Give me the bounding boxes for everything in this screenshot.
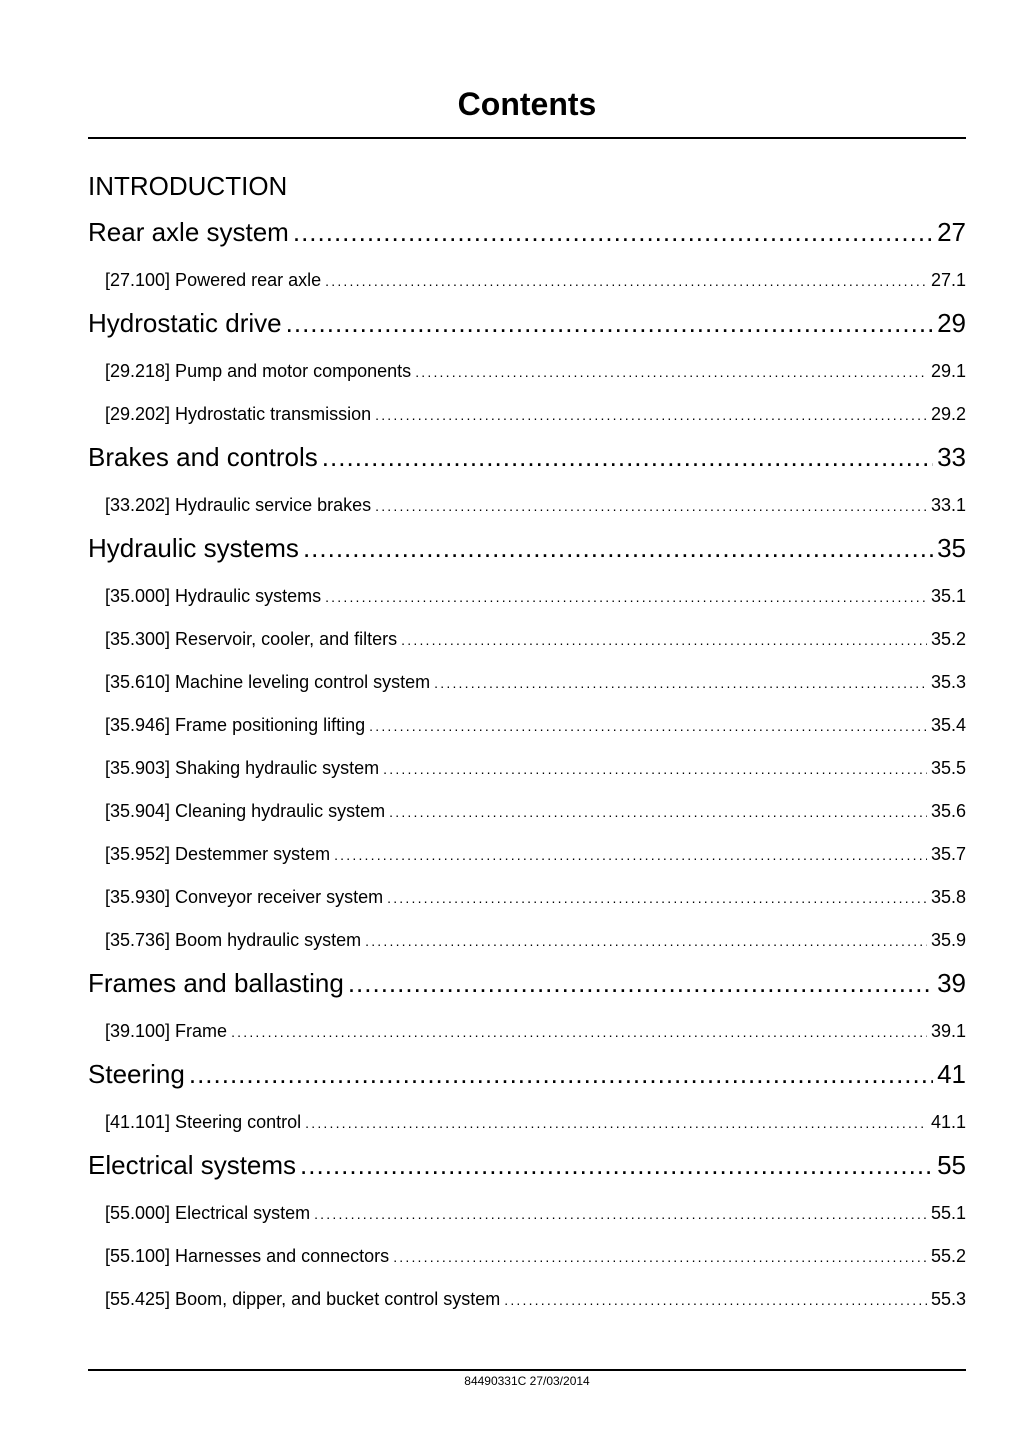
chapter-page-number: 33	[937, 442, 966, 472]
section-entry[interactable]	[88, 1014, 966, 1048]
dot-leader	[365, 924, 927, 957]
section-page-number: 35.6	[930, 801, 966, 821]
chapter-title: Brakes and controls	[88, 442, 318, 472]
section-page-number: 39.1	[930, 1021, 966, 1041]
section-entry[interactable]	[88, 1239, 966, 1273]
dot-leader	[305, 1106, 927, 1139]
dot-leader	[286, 301, 933, 345]
chapter-block	[88, 961, 966, 1048]
chapter-title: Hydrostatic drive	[88, 308, 282, 338]
dot-leader	[387, 881, 927, 914]
section-title: [35.000] Hydraulic systems	[105, 586, 322, 606]
dot-leader	[434, 666, 927, 699]
chapter-entry[interactable]	[88, 1143, 966, 1187]
chapter-block	[88, 210, 966, 297]
section-title: [29.218] Pump and motor components	[105, 361, 412, 381]
section-title: [35.952] Destemmer system	[105, 844, 331, 864]
chapter-title: Steering	[88, 1059, 185, 1089]
dot-leader	[375, 489, 927, 522]
section-title: [35.904] Cleaning hydraulic system	[105, 801, 386, 821]
section-page-number: 27.1	[930, 270, 966, 290]
chapter-block	[88, 1052, 966, 1139]
dot-leader	[375, 398, 927, 431]
section-title: [35.300] Reservoir, cooler, and filters	[105, 629, 398, 649]
chapter-block	[88, 1143, 966, 1316]
chapter-entry[interactable]	[88, 1052, 966, 1096]
section-entry[interactable]	[88, 263, 966, 297]
dot-leader	[293, 210, 933, 254]
dot-leader	[325, 580, 927, 613]
section-page-number: 35.8	[930, 887, 966, 907]
dot-leader	[415, 355, 927, 388]
section-page-number: 41.1	[930, 1112, 966, 1132]
section-page-number: 35.1	[930, 586, 966, 606]
section-entry[interactable]	[88, 397, 966, 431]
page-title: Contents	[457, 86, 597, 122]
dot-leader	[300, 1143, 933, 1187]
section-entry[interactable]	[88, 751, 966, 785]
section-title: [55.000] Electrical system	[105, 1203, 311, 1223]
chapter-entry[interactable]	[88, 435, 966, 479]
section-title: [39.100] Frame	[105, 1021, 228, 1041]
dot-leader	[303, 526, 933, 570]
dot-leader	[189, 1052, 933, 1096]
dot-leader	[401, 623, 927, 656]
dot-leader	[325, 264, 927, 297]
chapter-block	[88, 435, 966, 522]
section-entry[interactable]	[88, 488, 966, 522]
section-entry[interactable]	[88, 579, 966, 613]
section-entry[interactable]	[88, 837, 966, 871]
chapter-block	[88, 526, 966, 957]
dot-leader	[504, 1283, 927, 1316]
chapter-title: Electrical systems	[88, 1150, 297, 1180]
chapter-page-number: 27	[937, 217, 966, 247]
section-entry[interactable]	[88, 708, 966, 742]
chapter-entry[interactable]	[88, 526, 966, 570]
section-page-number: 35.7	[930, 844, 966, 864]
chapter-page-number: 35	[937, 533, 966, 563]
dot-leader	[383, 752, 927, 785]
section-entry[interactable]	[88, 1282, 966, 1316]
dot-leader	[314, 1197, 927, 1230]
section-title: [55.100] Harnesses and connectors	[105, 1246, 390, 1266]
chapter-entry[interactable]	[88, 301, 966, 345]
section-page-number: 29.1	[930, 361, 966, 381]
section-title: [35.736] Boom hydraulic system	[105, 930, 362, 950]
section-title: [33.202] Hydraulic service brakes	[105, 495, 372, 515]
section-page-number: 29.2	[930, 404, 966, 424]
chapter-block	[88, 301, 966, 431]
chapter-title: Rear axle system	[88, 217, 289, 247]
chapter-page-number: 39	[937, 968, 966, 998]
section-page-number: 35.9	[930, 930, 966, 950]
header-divider	[88, 137, 966, 139]
dot-leader	[231, 1015, 927, 1048]
chapter-page-number: 55	[937, 1150, 966, 1180]
chapter-title: Frames and ballasting	[88, 968, 344, 998]
dot-leader	[389, 795, 927, 828]
dot-leader	[334, 838, 927, 871]
section-title: [55.425] Boom, dipper, and bucket control system	[105, 1289, 501, 1309]
section-page-number: 55.1	[930, 1203, 966, 1223]
chapter-title: Hydraulic systems	[88, 533, 299, 563]
footer-document-id: 84490331C 27/03/2014	[464, 1374, 590, 1388]
section-page-number: 35.5	[930, 758, 966, 778]
section-page-number: 55.2	[930, 1246, 966, 1266]
section-title: [35.610] Machine leveling control system	[105, 672, 431, 692]
part-heading: INTRODUCTION	[88, 171, 288, 201]
dot-leader	[348, 961, 933, 1005]
section-title: [29.202] Hydrostatic transmission	[105, 404, 372, 424]
section-page-number: 35.2	[930, 629, 966, 649]
section-title: [35.903] Shaking hydraulic system	[105, 758, 380, 778]
section-title: [35.930] Conveyor receiver system	[105, 887, 384, 907]
dot-leader	[393, 1240, 927, 1273]
table-of-contents	[88, 166, 966, 1320]
section-entry[interactable]	[88, 794, 966, 828]
section-entry[interactable]	[88, 665, 966, 699]
section-page-number: 35.3	[930, 672, 966, 692]
section-page-number: 33.1	[930, 495, 966, 515]
section-page-number: 55.3	[930, 1289, 966, 1309]
dot-leader	[369, 709, 927, 742]
section-entry[interactable]	[88, 1196, 966, 1230]
section-entry[interactable]	[88, 923, 966, 957]
section-title: [27.100] Powered rear axle	[105, 270, 322, 290]
chapter-page-number: 41	[937, 1059, 966, 1089]
section-title: [35.946] Frame positioning lifting	[105, 715, 366, 735]
chapter-entry[interactable]	[88, 210, 966, 254]
section-page-number: 35.4	[930, 715, 966, 735]
section-entry[interactable]	[88, 354, 966, 388]
section-entry[interactable]	[88, 622, 966, 656]
footer-divider	[88, 1369, 966, 1371]
chapter-entry[interactable]	[88, 961, 966, 1005]
chapter-page-number: 29	[937, 308, 966, 338]
section-entry[interactable]	[88, 880, 966, 914]
section-title: [41.101] Steering control	[105, 1112, 302, 1132]
section-entry[interactable]	[88, 1105, 966, 1139]
dot-leader	[322, 435, 933, 479]
